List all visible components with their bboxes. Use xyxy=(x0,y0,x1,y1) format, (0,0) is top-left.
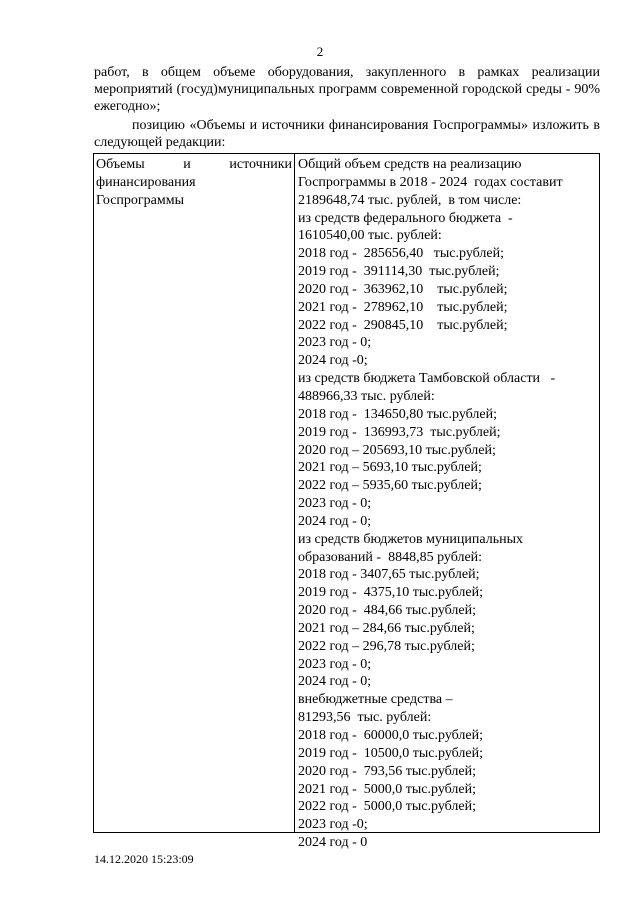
funding-line: 2022 год – 5935,60 тыс.рублей; xyxy=(298,478,482,494)
funding-line: 2189648,74 тыс. рублей, в том числе: xyxy=(298,192,522,208)
funding-line: 2018 год - 134650,80 тыс.рублей; xyxy=(298,406,498,422)
funding-line: 2024 год - 0; xyxy=(298,674,372,690)
funding-line: 2021 год – 5693,10 тыс.рублей; xyxy=(298,460,482,476)
funding-line: Общий объем средств на реализацию xyxy=(298,157,522,172)
table-right-cell xyxy=(298,156,598,852)
table-right-border xyxy=(599,153,600,833)
funding-line: 2024 год - 0; xyxy=(298,513,372,529)
funding-line: 2022 год - 290845,10 тыс.рублей; xyxy=(298,317,508,333)
funding-line: 2024 год -0; xyxy=(298,353,368,369)
left-cell-line-3: Госпрограммы xyxy=(96,193,184,208)
funding-line: 2021 год – 284,66 тыс.рублей; xyxy=(298,620,475,636)
table-left-border xyxy=(93,153,94,833)
funding-line: 2021 год - 5000,0 тыс.рублей; xyxy=(298,781,477,797)
table-top-border xyxy=(93,153,600,154)
funding-line: 2018 год - 3407,65 тыс.рублей; xyxy=(298,567,480,583)
funding-line: 81293,56 тыс. рублей: xyxy=(298,710,432,726)
left-cell-word-3: источники xyxy=(229,157,292,172)
funding-line: 488966,33 тыс. рублей: xyxy=(298,388,435,404)
funding-line: 2020 год - 793,56 тыс.рублей; xyxy=(298,763,477,779)
left-cell-line-1 xyxy=(96,156,292,174)
funding-line: из средств федерального бюджета - xyxy=(298,210,513,226)
funding-line: Госпрограммы в 2018 - 2024 годах составит xyxy=(298,174,563,190)
funding-line: 2023 год - 0; xyxy=(298,335,372,351)
left-cell-line-2: финансирования xyxy=(96,175,196,190)
funding-line: 2023 год - 0; xyxy=(298,496,372,512)
page-number: 2 xyxy=(316,44,324,59)
funding-line: 2024 год - 0 xyxy=(298,835,368,851)
funding-line: 2020 год – 205693,10 тыс.рублей; xyxy=(298,442,496,458)
funding-line: 2020 год - 484,66 тыс.рублей; xyxy=(298,603,477,619)
funding-line: из средств бюджетов муниципальных xyxy=(298,531,523,547)
funding-line: 2018 год - 285656,40 тыс.рублей; xyxy=(298,246,505,262)
footer-timestamp: 14.12.2020 15:23:09 xyxy=(94,852,194,866)
funding-line: 2022 год - 5000,0 тыс.рублей; xyxy=(298,799,477,815)
funding-line: 2021 год - 278962,10 тыс.рублей; xyxy=(298,299,508,315)
left-cell-word-2: и xyxy=(183,157,191,172)
funding-line: 2022 год – 296,78 тыс.рублей; xyxy=(298,638,475,654)
funding-line: 2019 год - 4375,10 тыс.рублей; xyxy=(298,585,484,601)
funding-line: внебюджетные средства – xyxy=(298,692,453,708)
funding-line: 2023 год -0; xyxy=(298,817,368,833)
intro-paragraph-1: работ, в общем объеме оборудования, закупленного в рамках реализации мероприятий (госуд)муниципальных программ современной городской среды - 90% ежегодно»; xyxy=(94,65,600,114)
funding-line: 2023 год - 0; xyxy=(298,656,372,672)
funding-line: 2018 год - 60000,0 тыс.рублей; xyxy=(298,728,484,743)
funding-line: 1610540,00 тыс. рублей: xyxy=(298,228,442,244)
intro-paragraph-2: позицию «Объемы и источники финансирования Госпрограммы» изложить в следующей редакции: xyxy=(94,118,600,150)
funding-line: 2019 год - 391114,30 тыс.рублей; xyxy=(298,264,500,280)
funding-line: 2019 год - 136993,73 тыс.рублей; xyxy=(298,424,501,440)
funding-line: 2020 год - 363962,10 тыс.рублей; xyxy=(298,281,508,297)
table-middle-border xyxy=(294,153,295,833)
funding-line: образований - 8848,85 рублей: xyxy=(298,549,483,565)
left-cell-word-1: Объемы xyxy=(96,157,145,172)
funding-line: 2019 год - 10500,0 тыс.рублей; xyxy=(298,745,484,761)
table-left-cell xyxy=(96,156,292,210)
funding-line: из средств бюджета Тамбовской области - xyxy=(298,371,556,387)
